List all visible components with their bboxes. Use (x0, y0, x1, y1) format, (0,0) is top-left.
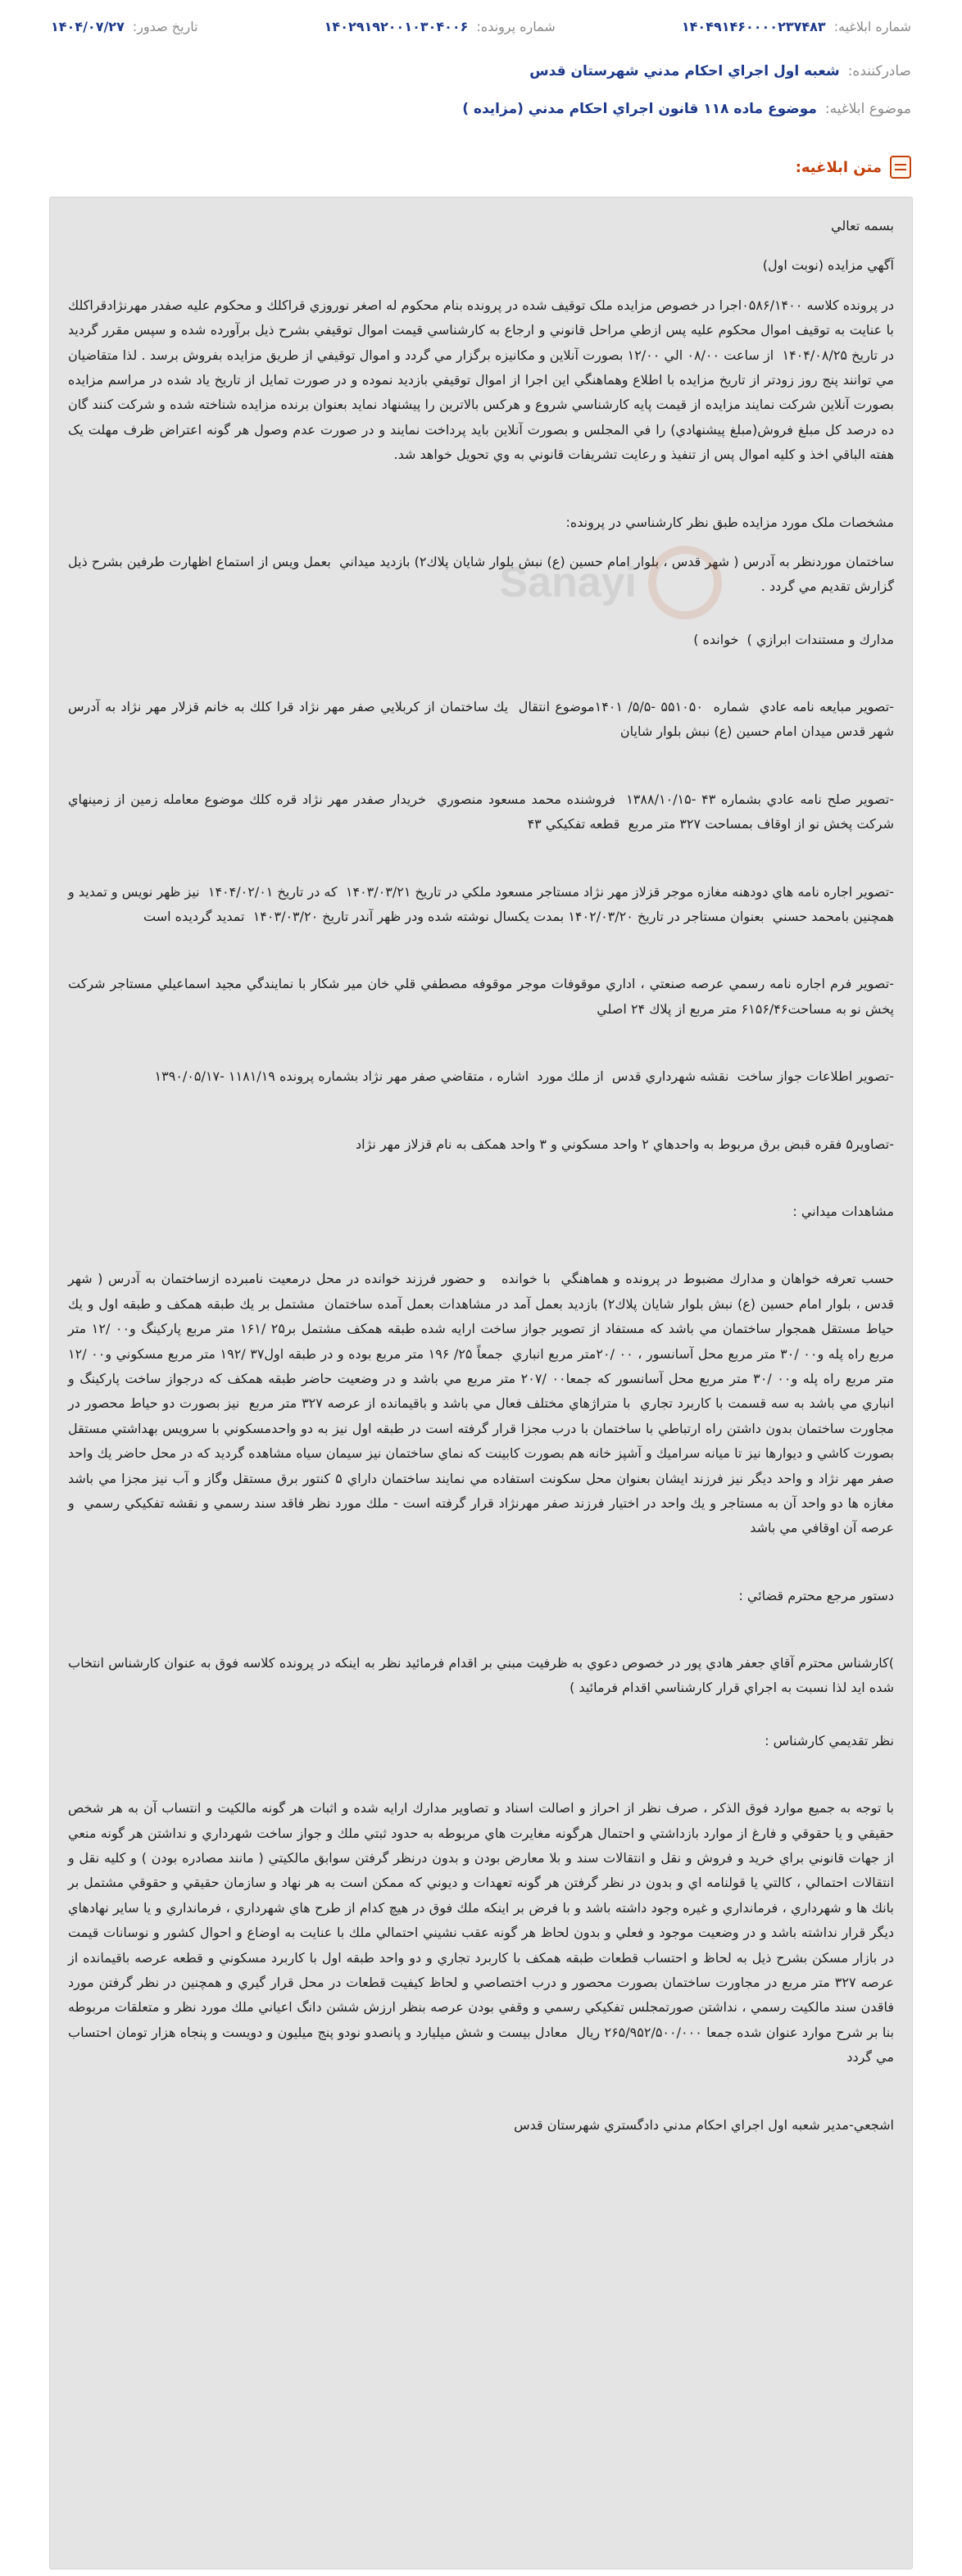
case-number-value: ۱۴۰۲۹۱۹۲۰۰۱۰۳۰۴۰۰۶ (324, 18, 469, 34)
issue-date-label: تاريخ صدور: (132, 18, 198, 34)
body-field-observations-heading: مشاهدات ميداني : (792, 1203, 894, 1219)
body-field-observations: حسب تعرفه خواهان و مدارك مضبوط در پرونده و هماهنگي با خوانده و حضور فرزند خوانده در محل درمعيت نامبرده ازساختمان به آدرس ( شهر قدس ، بلوار امام حسين (ع) نبش بلوار شايان پلاك۲) بازديد بعمل آمد در مشاهدات بعمل آمده ساختمان مشتمل بر يك طبقه همكف و طبقه اول و يك حياط مستقل همجوار ساختمان مي باشد كه مستفاد از تصوير جواز ساخت ارايه شده طبقه همكف مشتمل بر۲۵ /۱۶۱ متر مربع پاركينگ و۰۰ /۱۲ متر مربع راه پله و۰۰ /۳۰ متر مربع محل آسانسور ، ۰۰ /۲۰متر مربع انباري جمعاً ۲۵/ ۱۹۶ متر مربع بوده و در طبقه اول۳۷ /۱۹۲ متر مربع مسكوني و۰۰ /۱۲ متر مربع راه پله و۰۰ /۳۰ متر مربع محل آسانسور كه جمعا۰۰ /۲۰۷ متر مربع مي باشد و در وضعيت حاضر طبقه همكف كه درجواز ساخت پاركينگ و انباري مي باشد به سه قسمت با كاربرد تجاري با متراژهاي مختلف فعال مي باشد و باقيمانده از عرصه ۳۲۷ متر مربع نيز بصورت دو حياط محصور در مجاورت ساختمان بدون داشتن راه ارتباطي با ساختمان با درب مجزا قرار گرفته است در طبقه اول نيز به دو واحدمسكوني با سرويس بهداشتي مستقل بصورت كاشي و ديوارها نيز تا ميانه سراميك و آشپز خانه هم بصورت كابينت كه نماي ساختمان نيز سيمان سياه مشاهده گرديد كه در محل حاضر يك واحد صفر مهر نژاد و واحد ديگر نيز فرزند ايشان بعنوان محل سكونت استفاده مي نمايند ساختمان داراي ۵ كنتور برق مستقل وگاز و آب نيز مجزا مي باشد مغازه ها دو واحد آن به مستاجر و يك واحد در اختيار فرزند صفر مهرنژاد قرار گرفته است - ملك مورد نظر فاقد سند رسمي و نقشه تفكيكي رسمي و عرصه آن اوقافي مي باشد (63, 1271, 895, 1536)
body-document-5: -تصوير اطلاعات جواز ساخت نقشه شهرداري قدس از ملك مورد اشاره ، متقاضي صفر مهر نژاد بشماره پرونده ۱۱۸۱/۱۹ -۱۳۹۰/۰۵/۱۷ (154, 1068, 894, 1085)
body-expert-opinion-heading: نظر تقديمي كارشناس : (765, 1732, 894, 1748)
notice-header (0, 0, 962, 172)
body-document-3: -تصوير اجاره نامه هاي دودهنه مغازه موجر قزلاز مهر نژاد مستاجر مسعود ملكي در تاريخ ۱۴۰۳/۰۳/۲۱ كه در تاريخ ۱۴۰۴/۰۲/۰۱ نيز ظهر نويس و تمديد و همچنين بامحمد حسني بعنوان مستاجر در تاريخ ۱۴۰۲/۰۳/۲۰ بمدت يكسال نوشته شده ودر ظهر آندر تاريخ ۱۴۰۳/۰۳/۲۰ تمديد گرديده است (63, 883, 895, 925)
subject-value: موضوع ماده ۱۱۸ قانون اجراي احكام مدني (مزايده ) (462, 101, 817, 117)
notice-body (49, 197, 913, 2569)
case-number-label: شماره پرونده: (476, 18, 556, 34)
issue-date-value: ۱۴۰۴/۰۷/۲۷ (51, 18, 125, 34)
body-documents-heading: مدارك و مستندات ابرازي ) خوانده ) (693, 631, 894, 647)
body-basmala: بسمه تعالي (831, 218, 894, 234)
issue-date (51, 19, 198, 34)
notice-number-label: شماره ابلاغيه: (833, 18, 911, 34)
notice-meta-row (51, 0, 911, 52)
notice-number-value: ۱۴۰۴۹۱۴۶۰۰۰۰۲۳۷۴۸۳ (681, 18, 826, 34)
document-icon (890, 156, 911, 179)
body-expert-opinion: با توجه به جميع موارد فوق الذكر ، صرف نظر از احراز و اصالت اسناد و تصاوير مدارك ارايه شده و اثبات هر گونه مالكيت و انتساب آن به هر شخص حقيقي و يا حقوقي و فارغ از موارد بازداشتي و احتمال هرگونه مغايرت هاي مربوطه به حدود ثبتي ملك و جواز ساخت شهرداري و نداشتن هر گونه منعي از جهات قانوني براي خريد و فروش و نقل و انتقالات سند و بلا معارض بودن و بدون درنظر گرفتن سوابق مالكيتي ( مانند مصادره بودن ) و كليه نقل و انتقالات احتمالي ، كالتي يا قولنامه اي و بدون در نظر گرفتن هر گونه تعهدات و ديوني كه ممكن است به هر نهاد و سازمان حقيقي و حقوقي مشتمل بر بانك ها و شهرداري ، فرمانداري و غيره وجود داشته باشد و با فرض بر اينكه ملك فوق در هيچ كدام از طرح هاي شهرداري ، فرمانداري و يا ساير نهادهاي ديگر قرار نداشته باشد و در وضعيت موجود و فعلي و بدون لحاظ هر گونه عقب نشيني احتمالي ملك با عنايت به اوضاع و احوال كشور و نوسانات قيمت در بازار مسكن بشرح ذيل به لحاظ و احتساب قطعات طبقه همكف با كاربرد تجاري و دو واحد طبقه اول با كاربرد مسكوني و قطعه عرصه باقيمانده از عرصه ۳۲۷ متر مربع در مجاورت ساختمان بصورت محصور و درب اختصاصي و لحاظ كيفيت قطعات در محل قرار گيري و همچنين در نظر گرفتن مورد فاقدن سند مالكيت رسمي ، نداشتن صورتمجلس تفكيكي رسمي و وقفي بودن عرصه بنظر ارزش ششن دانگ اعياني ملك مورد نظر و متعلقات مربوطه بنا بر شرح موارد عنوان شده جمعا ۲۶۵/۹۵۲/۵۰۰/۰۰۰ ريال معادل بيست و شش ميليارد و پانصدو نودو پنج ميليون و دويست و پنجاه هزار تومان احتساب مي گردد (63, 1800, 895, 2066)
body-signature: اشجعي-مدير شعبه اول اجراي احكام مدني دادگستري شهرستان قدس (514, 2116, 894, 2133)
body-property-address: ساختمان موردنظر به آدرس ( شهر قدس ، بلوار امام حسين (ع) نبش بلوار شايان پلاك۲) بازديد ميداني بعمل ويس از استماع اظهارت طرفين بشرح ذيل گزارش تقديم مي گردد . (63, 553, 895, 595)
body-judicial-order: )كارشناس محترم آقاي جعفر هادي پور در خصوص دعوي به ظرفيت مبني بر اقدام فرمائيد نظر به اينكه در پرونده كلاسه فوق به عنوان كارشناس انتخاب شده ايد لذا نسبت به اجراي قرار كارشناسي اقدام فرمائيد ) (63, 1655, 894, 1696)
issuer-label: صادرکننده: (847, 63, 911, 79)
issuer-value: شعبه اول اجراي احکام مدني شهرستان قدس (529, 63, 840, 79)
body-auction-intro: در پرونده کلاسه ۰۵۸۶/۱۴۰۰اجرا در خصوص مزايده ملک توقيف شده در پرونده بنام محکوم له اصغر نوروزي قراكلك و محکوم عليه صفدر مهرنژادقراكلك با عنايت به توقيف اموال محکوم عليه پس ازطي مراحل قانوني و ارجاع به کارشناسي قيمت اموال توقيفي بشرح ذيل برآورده شده و سپس مقرر گرديد در تاريخ ۱۴۰۴/۰۸/۲۵ از ساعت ۰۸/۰۰ الي ۱۲/۰۰ بصورت آنلاين و مکانيزه برگزار مي گردد و اموال توقيفي از طريق مزايده بفروش برسد . لذا متقاضيان مي توانند پنج روز زودتر از تاريخ مزايده با اطلاع وهماهنگي اين اجرا از اموال توقيفي بازديد نموده و در صورت تمايل از تاريخ ياد شده در مراسم مزايده بصورت آنلاين شرکت نمايند مزايده از قيمت پايه کارشناسي شروع و هرکس بالاترين را پيشنهاد نمايد بعنوان برنده مزايده شناخته شده و شرکت کنند گان ده درصد کل مبلغ فروش(مبلغ پيشنهادي) را في المجلس و بصورت آنلاين بايد پرداخت نمايند و در صورت عدم وصول هر گونه اعتراض ظرف مهلت يک هفته الباقي اخذ و کليه اموال پس از تنفيذ و رعايت تشريفات قانوني به وي تحويل خواهد شد. (63, 297, 895, 463)
body-document-2: -تصوير صلح نامه عادي بشماره ۴۳ -۱۳۸۸/۱۰/۱۵ فروشنده محمد مسعود منصوري خريدار صفدر مهر نژاد قره كلك موضوع معامله زمين از زمينهاي شركت پخش نو از اوقاف بمساحت ۳۲۷ متر مربع قطعه تفكيكي ۴۳ (63, 791, 895, 832)
watermark-text: Sanayi (499, 558, 637, 606)
body-document-6: -تصاوير۵ فقره قبض برق مربوط به واحدهاي ۲ واحد مسكوني و ۳ واحد همكف به نام قزلاز مهر نژاد (356, 1136, 894, 1152)
body-document-1: -تصوير مبايعه نامه عادي شماره ۵۵۱۰۵۰ -۵/۵/ ۱۴۰۱موضوع انتقال يك ساختمان از كربلايي صفر مهر نژاد قرا كلك به خانم قزلار مهر نژاد به آدرس شهر قدس ميدان امام حسين (ع) نبش بلوار شايان (63, 699, 895, 740)
subject-label: موضوع ابلاغيه: (824, 101, 911, 117)
body-document-4: -تصوير فرم اجاره نامه رسمي عرصه صنعتي ، اداري موقوفات موجر موقوفه مصطفي قلي خان مير شكار با نمايندگي مجيد اسماعيلي مستاجر شركت پخش نو به مساحت۶۱۵۶/۴۶ متر مربع از پلاك ۲۴ اصلي (63, 976, 894, 1017)
notice-text-label: متن ابلاغيه: (795, 158, 882, 176)
notice-number (682, 19, 911, 34)
case-number (324, 19, 556, 34)
notice-text-title (796, 156, 911, 179)
subject-row (51, 90, 911, 128)
body-judicial-order-heading: دستور مرجع محترم قضائي : (738, 1587, 894, 1603)
body-property-heading: مشخصات ملک مورد مزايده طبق نظر كارشناسي در پرونده: (565, 514, 894, 530)
issuer-row (51, 52, 911, 90)
body-auction-title: آگهي مزايده (نوبت اول) (762, 257, 894, 274)
